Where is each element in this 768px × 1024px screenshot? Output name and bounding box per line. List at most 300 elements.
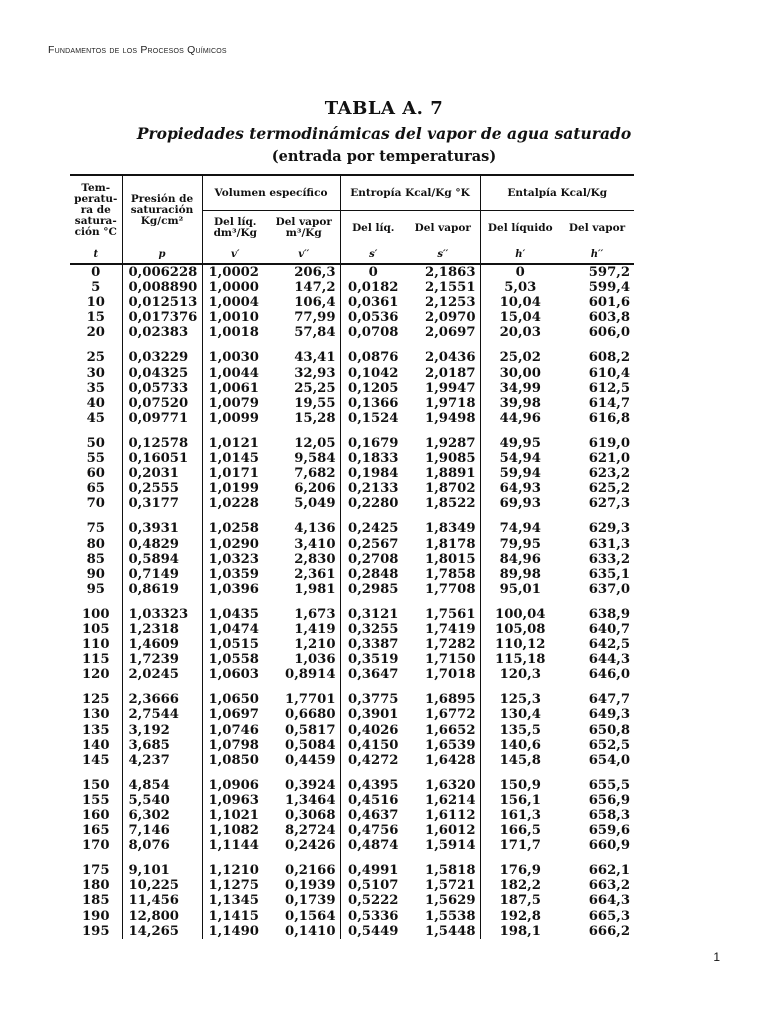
pressure-cell: 3,685: [122, 738, 202, 753]
group-spacer: [70, 768, 634, 778]
pressure-cell: 10,225: [122, 878, 202, 893]
enth-liquid-cell: 0: [515, 265, 525, 280]
table-body: [70, 264, 634, 939]
spacer-cell: [268, 597, 340, 607]
vol-liquid-cell: 1,0061: [208, 380, 259, 396]
vol-vapor-cell: 0,3068: [268, 808, 340, 823]
pressure-cell: 0,008890: [122, 280, 202, 295]
spacer-cell: [70, 597, 122, 607]
vol-vapor-cell: 147,2: [268, 280, 340, 295]
spacer-cell: [480, 426, 560, 436]
spacer-cell: [480, 853, 560, 863]
spacer-cell: [406, 768, 480, 778]
vol-vapor-cell: 1,7701: [268, 692, 340, 707]
temperature-cell: 130: [70, 707, 122, 722]
temperature-cell: 55: [70, 451, 122, 466]
spacer-cell: [480, 511, 560, 521]
enth-liquid-cell: 150,9: [499, 777, 541, 793]
table-row: [70, 707, 634, 722]
vol-liquid-cell: 1,0199: [208, 481, 259, 497]
spacer-cell: [202, 853, 268, 863]
ent-liquid-cell: 0,1205: [348, 380, 399, 396]
enth-liquid-cell: 120,3: [499, 667, 541, 683]
enth-liquid-cell: 54,94: [499, 451, 541, 467]
spacer-cell: [340, 426, 406, 436]
ent-vapor-cell: 1,6428: [406, 753, 480, 768]
ent-liquid-cell: 0,4756: [348, 823, 399, 839]
vol-vapor-cell: 106,4: [268, 295, 340, 310]
spacer-cell: [480, 768, 560, 778]
spacer-cell: [560, 682, 634, 692]
ent-vapor-cell: 1,6214: [406, 793, 480, 808]
pressure-cell: 0,05733: [122, 381, 202, 396]
vol-liquid-cell: 1,0228: [208, 496, 259, 512]
vol-vapor-cell: 4,136: [268, 521, 340, 536]
vol-vapor-cell: 8,2724: [268, 823, 340, 838]
enth-liquid-cell: 100,04: [495, 606, 546, 622]
vol-liquid-cell: 1,0018: [208, 325, 259, 341]
header-ent-liquid: Del líq.: [352, 221, 395, 234]
ent-liquid-cell: 0,4395: [348, 777, 399, 793]
enth-vapor-cell: 610,4: [588, 365, 631, 381]
group-spacer: [70, 853, 634, 863]
header-volume: Volumen específico: [202, 175, 340, 211]
enth-vapor-cell: 603,8: [588, 310, 631, 326]
enth-vapor-cell: 625,2: [588, 481, 631, 497]
vol-vapor-cell: 57,84: [268, 325, 340, 340]
temperature-cell: 145: [70, 753, 122, 768]
vol-liquid-cell: 1,1021: [208, 808, 259, 823]
enth-liquid-cell: 79,95: [499, 536, 541, 552]
enth-liquid-cell: 74,94: [499, 521, 541, 537]
spacer-cell: [202, 340, 268, 350]
ent-liquid-cell: 0,2133: [348, 481, 399, 497]
vol-liquid-cell: 1,0603: [208, 667, 259, 683]
enth-liquid-cell: 64,93: [499, 481, 541, 497]
ent-liquid-cell: 0,3775: [348, 692, 399, 708]
table-row: [70, 863, 634, 878]
temperature-cell: 180: [70, 878, 122, 893]
temperature-cell: 15: [70, 310, 122, 325]
spacer-cell: [560, 511, 634, 521]
enth-vapor-cell: 637,0: [588, 581, 631, 597]
ent-vapor-cell: 1,7282: [406, 637, 480, 652]
temperature-cell: 150: [70, 778, 122, 793]
ent-liquid-cell: 0,0708: [348, 325, 399, 341]
spacer-cell: [70, 426, 122, 436]
enth-vapor-cell: 666,2: [588, 923, 631, 939]
table-row: [70, 537, 634, 552]
spacer-cell: [560, 426, 634, 436]
ent-vapor-cell: 1,8349: [406, 521, 480, 536]
header-enth-liquid: Del líquido: [487, 221, 553, 234]
vol-vapor-cell: 25,25: [268, 381, 340, 396]
spacer-cell: [340, 340, 406, 350]
table-row: [70, 838, 634, 853]
steam-properties-table: [70, 174, 634, 939]
table-row: [70, 280, 634, 295]
enth-vapor-cell: 606,0: [588, 325, 631, 341]
ent-vapor-cell: 1,5818: [406, 863, 480, 878]
pressure-cell: 0,03229: [122, 350, 202, 365]
table-row: [70, 607, 634, 622]
ent-liquid-cell: 0,4272: [348, 752, 399, 768]
spacer-cell: [406, 682, 480, 692]
ent-vapor-cell: 1,9287: [406, 436, 480, 451]
table-row: [70, 552, 634, 567]
vol-liquid-cell: 1,1210: [208, 863, 259, 879]
enth-vapor-cell: 664,3: [588, 893, 631, 909]
temperature-cell: 70: [70, 496, 122, 511]
pressure-cell: 2,0245: [122, 667, 202, 682]
table-row: [70, 411, 634, 426]
group-spacer: [70, 511, 634, 521]
enth-liquid-cell: 95,01: [499, 581, 541, 597]
ent-vapor-cell: 1,7150: [406, 652, 480, 667]
spacer-cell: [560, 853, 634, 863]
ent-liquid-cell: 0,3901: [348, 707, 399, 723]
vol-liquid-cell: 1,1415: [208, 908, 259, 924]
enth-vapor-cell: 599,4: [588, 280, 631, 296]
table-row: [70, 723, 634, 738]
ent-vapor-cell: 1,6112: [406, 808, 480, 823]
enth-vapor-cell: 633,2: [588, 551, 631, 567]
vol-liquid-cell: 1,0746: [208, 722, 259, 738]
enth-liquid-cell: 84,96: [499, 551, 541, 567]
enth-vapor-cell: 597,2: [588, 265, 631, 280]
pressure-cell: 0,7149: [122, 567, 202, 582]
enth-liquid-cell: 115,18: [495, 652, 546, 668]
vol-liquid-cell: 1,0515: [208, 637, 259, 653]
vol-vapor-cell: 0,5084: [268, 738, 340, 753]
table-row: [70, 808, 634, 823]
vol-vapor-cell: 1,673: [268, 607, 340, 622]
enth-liquid-cell: 125,3: [499, 692, 541, 708]
vol-liquid-cell: 1,0258: [208, 521, 259, 537]
ent-liquid-cell: 0,1366: [348, 395, 399, 411]
spacer-cell: [70, 853, 122, 863]
table-row: [70, 496, 634, 511]
pressure-cell: 9,101: [122, 863, 202, 878]
table-row: [70, 909, 634, 924]
enth-vapor-cell: 640,7: [588, 621, 631, 637]
header-vol-liquid: Del líq. dm³/Kg: [213, 216, 257, 239]
ent-liquid-cell: 0,0876: [348, 350, 399, 366]
ent-liquid-cell: 0,4026: [348, 722, 399, 738]
enth-vapor-cell: 654,0: [588, 752, 631, 768]
temperature-cell: 105: [70, 622, 122, 637]
temperature-cell: 10: [70, 295, 122, 310]
ent-vapor-cell: 1,6012: [406, 823, 480, 838]
vol-liquid-cell: 1,0474: [208, 621, 259, 637]
pressure-cell: 0,12578: [122, 436, 202, 451]
vol-vapor-cell: 1,3464: [268, 793, 340, 808]
vol-vapor-cell: 1,210: [268, 637, 340, 652]
temperature-cell: 160: [70, 808, 122, 823]
temperature-cell: 190: [70, 909, 122, 924]
enth-liquid-cell: 198,1: [499, 923, 541, 939]
ent-liquid-cell: 0,2848: [348, 566, 399, 582]
spacer-cell: [406, 853, 480, 863]
header-entropy: Entropía Kcal/Kg °K: [340, 175, 480, 211]
vol-liquid-cell: 1,1082: [208, 823, 259, 839]
vol-liquid-cell: 1,0010: [208, 310, 259, 326]
ent-vapor-cell: 1,6652: [406, 723, 480, 738]
vol-vapor-cell: 1,981: [268, 582, 340, 597]
table-row: [70, 582, 634, 597]
table-row: [70, 567, 634, 582]
ent-liquid-cell: 0,2425: [348, 521, 399, 537]
pressure-cell: 0,3931: [122, 521, 202, 536]
temperature-cell: 30: [70, 366, 122, 381]
vol-vapor-cell: 1,036: [268, 652, 340, 667]
vol-vapor-cell: 2,830: [268, 552, 340, 567]
enth-liquid-cell: 69,93: [499, 496, 541, 512]
spacer-cell: [560, 768, 634, 778]
enth-vapor-cell: 623,2: [588, 466, 631, 482]
vol-liquid-cell: 1,0004: [208, 295, 259, 311]
enth-liquid-cell: 140,6: [499, 737, 541, 753]
pressure-cell: 0,017376: [122, 310, 202, 325]
header-vol-vapor: Del vapor m³/Kg: [268, 211, 340, 246]
pressure-cell: 1,7239: [122, 652, 202, 667]
vol-liquid-cell: 1,0121: [208, 435, 259, 451]
ent-vapor-cell: 1,5629: [406, 893, 480, 908]
table-row: [70, 652, 634, 667]
table-title: TABLA A. 7: [324, 98, 444, 119]
ent-liquid-cell: 0,2985: [348, 581, 399, 597]
temperature-cell: 0: [70, 264, 122, 280]
pressure-cell: 2,7544: [122, 707, 202, 722]
enth-vapor-cell: 614,7: [588, 395, 631, 411]
table-row: [70, 637, 634, 652]
pressure-cell: 5,540: [122, 793, 202, 808]
pressure-cell: 0,16051: [122, 451, 202, 466]
vol-liquid-cell: 1,0099: [208, 410, 259, 426]
pressure-cell: 2,3666: [122, 692, 202, 707]
group-spacer: [70, 682, 634, 692]
ent-vapor-cell: 1,5448: [406, 924, 480, 939]
enth-liquid-cell: 171,7: [499, 838, 541, 854]
pressure-cell: 1,4609: [122, 637, 202, 652]
spacer-cell: [340, 768, 406, 778]
enth-liquid-cell: 105,08: [495, 621, 546, 637]
enth-vapor-cell: 612,5: [588, 380, 631, 396]
enth-liquid-cell: 30,00: [499, 365, 541, 381]
table-row: [70, 295, 634, 310]
ent-liquid-cell: 0,5107: [348, 878, 399, 894]
table-row: [70, 878, 634, 893]
enth-vapor-cell: 638,9: [588, 606, 631, 622]
enth-vapor-cell: 663,2: [588, 878, 631, 894]
vol-liquid-cell: 1,0396: [208, 581, 259, 597]
ent-liquid-cell: 0,1984: [348, 466, 399, 482]
pressure-cell: 0,09771: [122, 411, 202, 426]
spacer-cell: [122, 853, 202, 863]
vol-vapor-cell: 206,3: [268, 264, 340, 280]
ent-liquid-cell: 0,4150: [348, 737, 399, 753]
enth-liquid-cell: 145,8: [499, 752, 541, 768]
vol-liquid-cell: 1,1345: [208, 893, 259, 909]
vol-liquid-cell: 1,0323: [208, 551, 259, 567]
ent-vapor-cell: 1,8015: [406, 552, 480, 567]
ent-vapor-cell: 2,0187: [406, 366, 480, 381]
ent-vapor-cell: 2,1253: [406, 295, 480, 310]
enth-vapor-cell: 616,8: [588, 410, 631, 426]
spacer-cell: [268, 426, 340, 436]
pressure-cell: 0,02383: [122, 325, 202, 340]
vol-vapor-cell: 77,99: [268, 310, 340, 325]
enth-liquid-cell: 192,8: [499, 908, 541, 924]
symbol-v2: v′′: [268, 245, 340, 264]
pressure-cell: 0,07520: [122, 396, 202, 411]
spacer-cell: [406, 340, 480, 350]
vol-liquid-cell: 1,0963: [208, 792, 259, 808]
ent-vapor-cell: 2,0436: [406, 350, 480, 365]
pressure-cell: 8,076: [122, 838, 202, 853]
spacer-cell: [122, 511, 202, 521]
ent-vapor-cell: 1,7561: [406, 607, 480, 622]
enth-vapor-cell: 629,3: [588, 521, 631, 537]
vol-liquid-cell: 1,0044: [208, 365, 259, 381]
spacer-cell: [406, 426, 480, 436]
enth-vapor-cell: 644,3: [588, 652, 631, 668]
ent-vapor-cell: 1,8178: [406, 537, 480, 552]
symbol-h1: h′: [480, 245, 560, 264]
ent-vapor-cell: 1,8522: [406, 496, 480, 511]
enth-vapor-cell: 662,1: [588, 863, 631, 879]
pressure-cell: 3,192: [122, 723, 202, 738]
spacer-cell: [340, 853, 406, 863]
pressure-cell: 11,456: [122, 893, 202, 908]
temperature-cell: 85: [70, 552, 122, 567]
spacer-cell: [480, 597, 560, 607]
ent-liquid-cell: 0,4637: [348, 808, 399, 823]
vol-liquid-cell: 1,0290: [208, 536, 259, 552]
group-spacer: [70, 597, 634, 607]
enth-vapor-cell: 601,6: [588, 295, 631, 311]
header-enth-vapor: Del vapor: [568, 221, 626, 234]
enth-liquid-cell: 187,5: [499, 893, 541, 909]
pressure-cell: 0,006228: [122, 264, 202, 280]
table-row: [70, 436, 634, 451]
ent-vapor-cell: 1,6539: [406, 738, 480, 753]
table-row: [70, 310, 634, 325]
ent-vapor-cell: 1,7018: [406, 667, 480, 682]
ent-liquid-cell: 0,1042: [348, 365, 399, 381]
spacer-cell: [268, 340, 340, 350]
temperature-cell: 65: [70, 481, 122, 496]
running-header: Fundamentos de los Procesos Químicos: [48, 44, 227, 56]
enth-vapor-cell: 650,8: [588, 722, 631, 738]
spacer-cell: [406, 597, 480, 607]
spacer-cell: [268, 511, 340, 521]
vol-liquid-cell: 1,1144: [208, 838, 259, 854]
ent-vapor-cell: 1,7419: [406, 622, 480, 637]
symbol-t: t: [70, 245, 122, 264]
ent-vapor-cell: 1,8702: [406, 481, 480, 496]
vol-liquid-cell: 1,0000: [208, 280, 259, 296]
table-row: [70, 381, 634, 396]
vol-vapor-cell: 0,8914: [268, 667, 340, 682]
enth-liquid-cell: 89,98: [499, 566, 541, 582]
ent-liquid-cell: 0,5449: [348, 923, 399, 939]
ent-liquid-cell: 0,3387: [348, 637, 399, 653]
symbol-v1: v′: [202, 245, 268, 264]
enth-liquid-cell: 39,98: [499, 395, 541, 411]
ent-liquid-cell: 0,2280: [348, 496, 399, 512]
spacer-cell: [202, 597, 268, 607]
enth-vapor-cell: 658,3: [588, 808, 631, 823]
vol-liquid-cell: 1,0697: [208, 707, 259, 723]
temperature-cell: 155: [70, 793, 122, 808]
spacer-cell: [70, 682, 122, 692]
temperature-cell: 75: [70, 521, 122, 536]
ent-liquid-cell: 0,1679: [348, 435, 399, 451]
enth-vapor-cell: 646,0: [588, 667, 631, 683]
ent-vapor-cell: 1,5721: [406, 878, 480, 893]
spacer-cell: [480, 682, 560, 692]
ent-vapor-cell: 2,0970: [406, 310, 480, 325]
vol-vapor-cell: 43,41: [268, 350, 340, 365]
enth-liquid-cell: 176,9: [499, 863, 541, 879]
enth-liquid-cell: 166,5: [499, 823, 541, 839]
temperature-cell: 135: [70, 723, 122, 738]
vol-liquid-cell: 1,0030: [208, 350, 259, 366]
vol-vapor-cell: 0,1564: [268, 909, 340, 924]
vol-liquid-cell: 1,0558: [208, 652, 259, 668]
pressure-cell: 0,3177: [122, 496, 202, 511]
enth-liquid-cell: 182,2: [499, 878, 541, 894]
table-row: [70, 396, 634, 411]
vol-vapor-cell: 0,5817: [268, 723, 340, 738]
enth-vapor-cell: 660,9: [588, 838, 631, 854]
enth-liquid-cell: 34,99: [499, 380, 541, 396]
vol-liquid-cell: 1,0906: [208, 777, 259, 793]
pressure-cell: 0,2031: [122, 466, 202, 481]
header-ent-vapor: Del vapor: [406, 211, 480, 246]
pressure-cell: 1,03323: [122, 607, 202, 622]
pressure-cell: 0,4829: [122, 537, 202, 552]
table-row: [70, 622, 634, 637]
spacer-cell: [268, 853, 340, 863]
pressure-cell: 14,265: [122, 924, 202, 939]
ent-vapor-cell: 1,5538: [406, 909, 480, 924]
pressure-cell: 6,302: [122, 808, 202, 823]
temperature-cell: 175: [70, 863, 122, 878]
table-row: [70, 893, 634, 908]
temperature-cell: 25: [70, 350, 122, 365]
enth-vapor-cell: 635,1: [588, 566, 631, 582]
enth-vapor-cell: 659,6: [588, 823, 631, 839]
temperature-cell: 45: [70, 411, 122, 426]
enth-vapor-cell: 655,5: [588, 777, 631, 793]
header-enthalpy: Entalpía Kcal/Kg: [480, 175, 634, 211]
vol-vapor-cell: 0,6680: [268, 707, 340, 722]
symbol-h2: h′′: [560, 245, 634, 264]
ent-liquid-cell: 0,0536: [348, 310, 399, 326]
symbol-s1: s′: [340, 245, 406, 264]
pressure-cell: 4,237: [122, 753, 202, 768]
temperature-cell: 195: [70, 924, 122, 939]
vol-vapor-cell: 0,2426: [268, 838, 340, 853]
temperature-cell: 40: [70, 396, 122, 411]
enth-vapor-cell: 621,0: [588, 451, 631, 467]
ent-liquid-cell: 0,1833: [348, 451, 399, 467]
vol-vapor-cell: 3,410: [268, 537, 340, 552]
enth-vapor-cell: 642,5: [588, 637, 631, 653]
ent-liquid-cell: 0,0182: [348, 280, 399, 296]
